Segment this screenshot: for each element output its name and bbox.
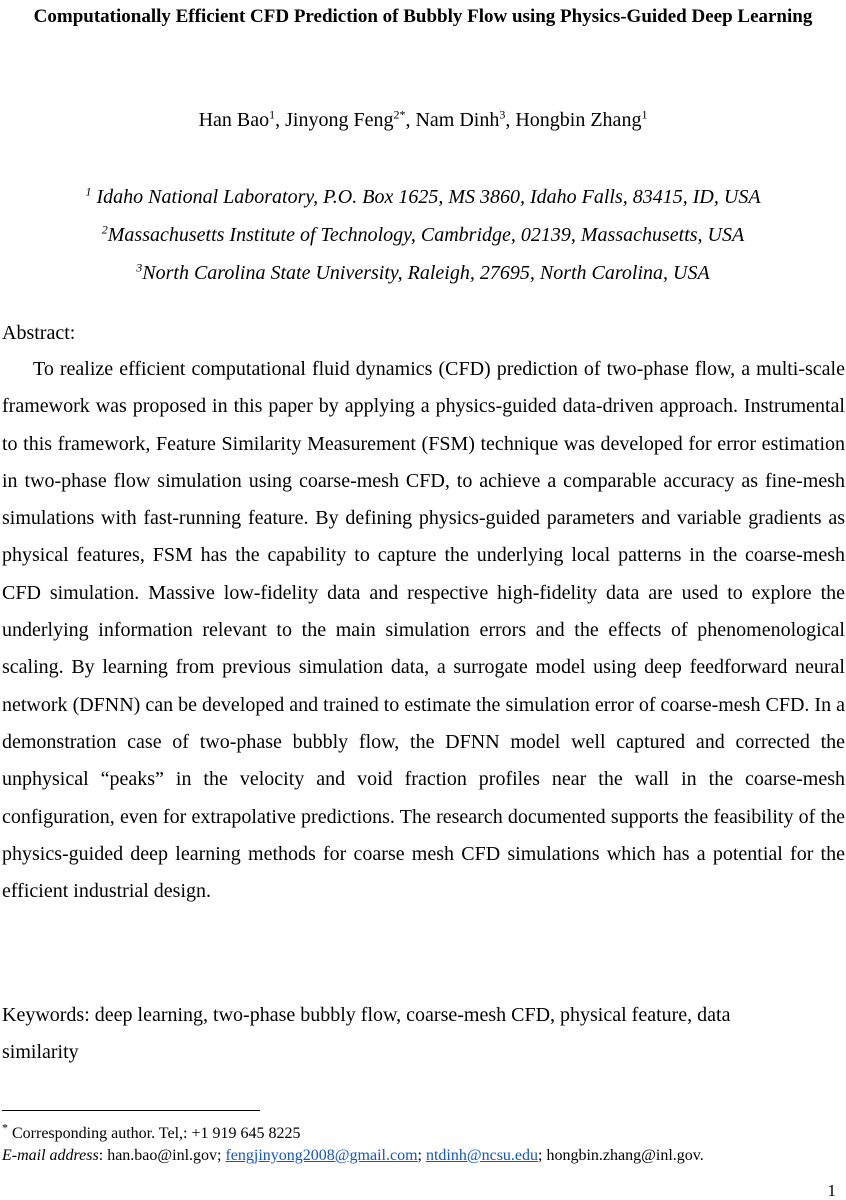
author: Han Bao$^1$, <box>198 107 286 131</box>
email-note: E-mail address: han.bao@inl.gov; fengjinyong2008@gmail.com; ntdinh@ncsu.edu; hongbin.zhang@inl.gov. <box>2 1147 704 1164</box>
abstract-body: To realize efficient computational fluid dynamics (CFD) prediction of two-phase flow, a multi-scale framework was proposed in this paper by applying a physics-guided data-driven approach. Instrumental to this framework, Feature Similarity Measurement (FSM) technique was developed for error estimation in two-phase flow simulation using coarse-mesh CFD, to achieve a comparable accuracy as fine-mesh simulations with fast-running feature. By defining physics-guided parameters and variable gradients as physical features, FSM has the capability to capture the underlying local patterns in the coarse-mesh CFD simulation. Massive low-fidelity data and respective high-fidelity data are used to explore the underlying information relevant to the main simulation errors and the effects of phenomenological scaling. By learning from previous simulation data, a surrogate model using deep feedforward neural network (DFNN) can be developed and trained to estimate the simulation error of coarse-mesh CFD. In a demonstration case of two-phase bubbly flow, the DFNN model well captured and corrected the unphysical “peaks” in the velocity and void fraction profiles near the wall in the coarse-mesh configuration, even for extrapolative predictions. The research documented supports the feasibility of the physics-guided deep learning methods for coarse mesh CFD simulations which has a potential for the efficient industrial design. <box>2 358 845 903</box>
affiliation: $^3$North Carolina State University, Raleigh, 27695, North Carolina, USA <box>136 260 710 284</box>
author: Nam Dinh$^3$, <box>415 107 516 131</box>
email-link[interactable]: fengjinyong2008@gmail.com <box>225 1147 418 1164</box>
author-list <box>0 106 846 134</box>
page-number: 1 <box>827 1181 836 1200</box>
affiliation: $^1$ Idaho National Laboratory, P.O. Box 1625, MS 3860, Idaho Falls, 83415, ID, USA <box>85 184 761 208</box>
keywords: Keywords: deep learning, two-phase bubbly flow, coarse-mesh CFD, physical feature, data similarity <box>2 1004 731 1063</box>
author: Jinyong Feng$^{2*}$, <box>285 107 416 131</box>
affiliation-list <box>0 178 846 292</box>
paper-title: Computationally Efficient CFD Prediction of Bubbly Flow using Physics-Guided Deep Learning <box>33 6 813 27</box>
email-link[interactable]: ntdinh@ncsu.edu <box>425 1147 539 1164</box>
abstract-heading: Abstract: <box>2 322 76 344</box>
email-plain: han.bao@inl.gov <box>107 1147 218 1164</box>
author: Hongbin Zhang$^1$ <box>515 107 648 131</box>
affiliation: $^2$Massachusetts Institute of Technology, Cambridge, 02139, Massachusetts, USA <box>101 222 745 246</box>
footnote-divider <box>2 1110 260 1111</box>
footnotes <box>2 1120 842 1167</box>
email-plain: hongbin.zhang@inl.gov. <box>546 1147 704 1164</box>
corresponding-author-note: * Corresponding author. Tel,: +1 919 645 8225 <box>2 1120 301 1142</box>
